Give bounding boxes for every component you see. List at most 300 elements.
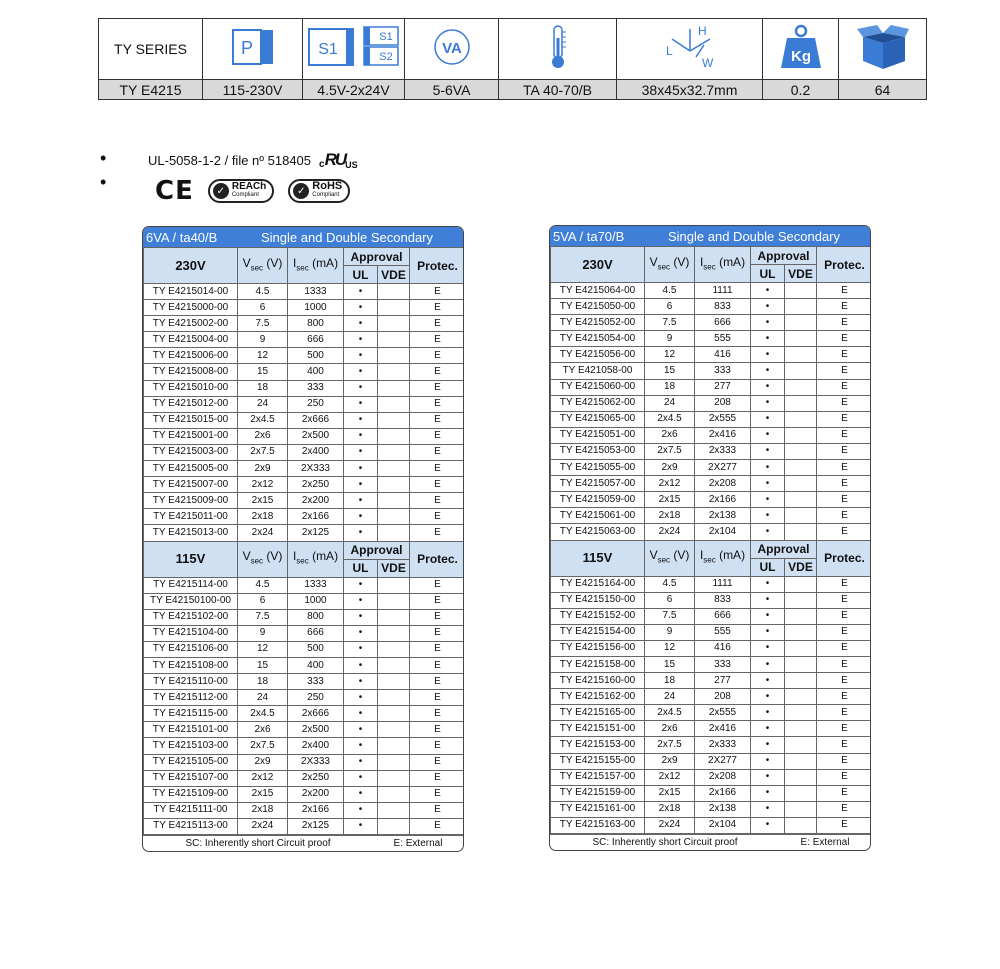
isec-value: 833	[695, 592, 751, 608]
isec-value: 2x138	[695, 508, 751, 524]
vde-approval	[785, 673, 817, 689]
ul-approval: •	[344, 770, 378, 786]
protection: E	[410, 593, 464, 609]
table-row	[551, 673, 872, 689]
vde-approval	[378, 461, 410, 477]
vsec-value: 2x6	[645, 427, 695, 443]
vsec-value: 2x12	[645, 476, 695, 492]
isec-value: 2X277	[695, 753, 751, 769]
vsec-value: 2x24	[645, 524, 695, 540]
secondary-icon-label: S1	[317, 40, 338, 58]
vde-approval	[785, 592, 817, 608]
isec-value: 2x138	[695, 801, 751, 817]
vsec-value: 12	[645, 347, 695, 363]
vde-approval	[785, 379, 817, 395]
table-row	[144, 706, 465, 722]
part-number: TY E4215010-00	[144, 380, 238, 396]
protection: E	[817, 427, 871, 443]
ul-approval: •	[751, 379, 785, 395]
table-row	[551, 817, 872, 833]
vsec-header-unit: (V)	[263, 255, 283, 270]
ul-approval: •	[751, 817, 785, 833]
table-row	[144, 316, 465, 332]
dimensions-icon	[660, 23, 720, 76]
isec-header	[288, 541, 344, 577]
vsec-value: 2x4.5	[645, 705, 695, 721]
vsec-value: 6	[238, 593, 288, 609]
table-row	[551, 363, 872, 379]
isec-header-i: I	[699, 254, 704, 269]
table-row	[551, 608, 872, 624]
product-table-body	[551, 247, 872, 834]
protection: E	[817, 817, 871, 833]
series-value-weight: 0.2	[763, 80, 839, 100]
table-row	[144, 818, 465, 834]
isec-value: 2x104	[695, 524, 751, 540]
protection: E	[817, 801, 871, 817]
vsec-header	[645, 540, 695, 576]
part-number: TY E4215104-00	[144, 625, 238, 641]
series-name: TY SERIES	[99, 19, 203, 80]
ul-approval: •	[344, 738, 378, 754]
vde-approval	[378, 284, 410, 300]
isec-value: 250	[288, 396, 344, 412]
ul-approval: •	[344, 657, 378, 673]
vsec-value: 4.5	[238, 577, 288, 593]
vsec-value: 2x18	[238, 509, 288, 525]
part-number: TY E4215009-00	[144, 493, 238, 509]
table-row	[551, 299, 872, 315]
part-number: TY E42150100-00	[144, 593, 238, 609]
vde-approval	[785, 705, 817, 721]
vsec-value: 2x18	[238, 802, 288, 818]
protection: E	[817, 721, 871, 737]
vsec-value: 18	[238, 674, 288, 690]
product-table	[550, 246, 871, 834]
ul-approval: •	[344, 412, 378, 428]
part-number: TY E4215012-00	[144, 396, 238, 412]
protection: E	[817, 331, 871, 347]
isec-value: 333	[288, 380, 344, 396]
vde-approval	[785, 721, 817, 737]
table-row	[551, 331, 872, 347]
part-number: TY E4215003-00	[144, 444, 238, 460]
isec-value: 800	[288, 609, 344, 625]
protection: E	[817, 769, 871, 785]
rohs-check-icon: ✓	[293, 183, 309, 199]
ul-approval: •	[751, 576, 785, 592]
table-row	[551, 737, 872, 753]
part-number: TY E4215061-00	[551, 508, 645, 524]
vde-approval	[785, 460, 817, 476]
isec-value: 2x125	[288, 818, 344, 834]
ul-approval: •	[751, 347, 785, 363]
isec-value: 2x555	[695, 705, 751, 721]
isec-value: 2x416	[695, 721, 751, 737]
isec-value: 333	[288, 674, 344, 690]
part-number: TY E4215007-00	[144, 477, 238, 493]
protection: E	[817, 608, 871, 624]
part-number: TY E4215004-00	[144, 332, 238, 348]
protection: E	[410, 444, 464, 460]
primary-icon-label: P	[240, 37, 253, 58]
ul-approval: •	[344, 706, 378, 722]
isec-value: 2X333	[288, 754, 344, 770]
isec-header	[288, 248, 344, 284]
part-number: TY E421058-00	[551, 363, 645, 379]
vde-approval	[785, 785, 817, 801]
vde-approval	[378, 332, 410, 348]
ul-approval: •	[751, 769, 785, 785]
ul-approval: •	[751, 640, 785, 656]
isec-value: 1333	[288, 577, 344, 593]
vsec-value: 18	[645, 379, 695, 395]
isec-value: 333	[695, 363, 751, 379]
ce-logo-icon: CE	[155, 176, 194, 206]
vsec-value: 2x12	[238, 477, 288, 493]
table-row	[144, 493, 465, 509]
protection: E	[817, 785, 871, 801]
table-row	[551, 315, 872, 331]
isec-value: 2x400	[288, 444, 344, 460]
ul-approval: •	[751, 460, 785, 476]
isec-header-i: I	[292, 549, 297, 564]
isec-header-unit: (mA)	[715, 254, 746, 269]
vde-approval	[378, 477, 410, 493]
vsec-value: 24	[645, 689, 695, 705]
protection: E	[410, 380, 464, 396]
part-number: TY E4215112-00	[144, 690, 238, 706]
part-number: TY E4215065-00	[551, 411, 645, 427]
part-number: TY E4215108-00	[144, 657, 238, 673]
part-number: TY E4215014-00	[144, 284, 238, 300]
isec-header-unit: (mA)	[308, 549, 339, 564]
part-number: TY E4215153-00	[551, 737, 645, 753]
block-header-row	[144, 541, 465, 559]
vde-approval	[378, 690, 410, 706]
vde-approval	[378, 706, 410, 722]
ul-logo-icon	[319, 150, 358, 170]
ul-approval: •	[344, 477, 378, 493]
protection: E	[410, 461, 464, 477]
vde-header: VDE	[785, 265, 817, 283]
protection: E	[410, 348, 464, 364]
ul-approval: •	[344, 284, 378, 300]
protection: E	[410, 509, 464, 525]
part-number: TY E4215052-00	[551, 315, 645, 331]
protection: E	[817, 395, 871, 411]
isec-value: 555	[695, 624, 751, 640]
isec-value: 1111	[695, 283, 751, 299]
vsec-value: 2x9	[645, 753, 695, 769]
vde-approval	[378, 509, 410, 525]
vde-approval	[378, 754, 410, 770]
series-value-primary: 115-230V	[203, 80, 303, 100]
rohs-logo-top: RoHS	[312, 180, 343, 192]
protection: E	[410, 412, 464, 428]
part-number: TY E4215059-00	[551, 492, 645, 508]
isec-value: 2x333	[695, 737, 751, 753]
vde-approval	[378, 396, 410, 412]
isec-header-unit: (mA)	[715, 548, 746, 563]
ul-approval: •	[344, 428, 378, 444]
ul-approval: •	[344, 364, 378, 380]
vsec-value: 4.5	[645, 576, 695, 592]
ul-approval: •	[344, 786, 378, 802]
isec-value: 2x500	[288, 722, 344, 738]
series-value-temperature: TA 40-70/B	[499, 80, 617, 100]
part-number: TY E4215064-00	[551, 283, 645, 299]
weight-icon-label: Kg	[790, 47, 811, 65]
vde-approval	[378, 412, 410, 428]
ul-approval: •	[751, 608, 785, 624]
isec-value: 2x555	[695, 411, 751, 427]
isec-value: 1000	[288, 593, 344, 609]
vsec-value: 2x6	[238, 428, 288, 444]
ul-approval: •	[344, 690, 378, 706]
vsec-value: 9	[238, 332, 288, 348]
footer-ext-note: E: External	[393, 838, 443, 849]
ul-approval: •	[344, 625, 378, 641]
panel-rating: 5VA / ta70/B	[553, 228, 625, 244]
part-number: TY E4215006-00	[144, 348, 238, 364]
protection: E	[410, 770, 464, 786]
block-header-row	[551, 247, 872, 265]
table-row	[551, 785, 872, 801]
part-number: TY E4215050-00	[551, 299, 645, 315]
vsec-header	[238, 248, 288, 284]
part-number: TY E4215155-00	[551, 753, 645, 769]
vsec-value: 2x15	[238, 786, 288, 802]
ul-approval: •	[751, 363, 785, 379]
vsec-header-v: V	[649, 548, 658, 563]
vsec-value: 9	[645, 624, 695, 640]
table-row	[144, 770, 465, 786]
vde-approval	[785, 656, 817, 672]
vde-approval	[378, 818, 410, 834]
vsec-value: 2x7.5	[238, 444, 288, 460]
footer-sc-note: SC: Inherently short Circuit proof	[185, 838, 331, 849]
protection: E	[410, 428, 464, 444]
ul-logo-c: c	[319, 159, 325, 170]
protection: E	[817, 476, 871, 492]
secondary-icon-s2: S2	[378, 50, 393, 63]
vde-approval	[785, 508, 817, 524]
ul-approval: •	[344, 641, 378, 657]
vsec-header-sub: sec	[250, 556, 264, 566]
table-row	[144, 609, 465, 625]
vsec-value: 6	[645, 299, 695, 315]
ul-approval: •	[344, 609, 378, 625]
ul-approval: •	[344, 802, 378, 818]
part-number: TY E4215056-00	[551, 347, 645, 363]
table-row	[551, 524, 872, 540]
series-value-box-qty: 64	[839, 80, 927, 100]
weight-icon-cell	[763, 19, 839, 80]
part-number: TY E4215063-00	[551, 524, 645, 540]
part-number: TY E4215150-00	[551, 592, 645, 608]
protection: E	[410, 625, 464, 641]
protection: E	[410, 641, 464, 657]
isec-header	[695, 540, 751, 576]
table-row	[144, 722, 465, 738]
part-number: TY E4215159-00	[551, 785, 645, 801]
isec-value: 2x416	[695, 427, 751, 443]
table-row	[144, 802, 465, 818]
part-number: TY E4215107-00	[144, 770, 238, 786]
table-row	[144, 284, 465, 300]
protection: E	[817, 315, 871, 331]
isec-value: 2x208	[695, 769, 751, 785]
isec-value: 800	[288, 316, 344, 332]
va-icon-cell	[405, 19, 499, 80]
isec-value: 2x250	[288, 477, 344, 493]
vde-header: VDE	[378, 266, 410, 284]
table-row	[144, 332, 465, 348]
table-row	[144, 657, 465, 673]
vde-approval	[785, 817, 817, 833]
table-row	[551, 656, 872, 672]
block-header-row	[551, 540, 872, 558]
vsec-header-unit: (V)	[670, 548, 690, 563]
protec-header: Protec.	[817, 247, 871, 283]
part-number: TY E4215062-00	[551, 395, 645, 411]
protection: E	[817, 705, 871, 721]
table-row	[551, 283, 872, 299]
ul-approval: •	[344, 525, 378, 541]
ul-approval: •	[344, 461, 378, 477]
vde-approval	[378, 802, 410, 818]
vsec-header-v: V	[242, 549, 251, 564]
isec-header-sub: sec	[703, 262, 716, 272]
vde-approval	[378, 641, 410, 657]
table-row	[551, 347, 872, 363]
vde-approval	[378, 364, 410, 380]
protection: E	[410, 477, 464, 493]
secondary-icon	[308, 25, 400, 74]
protection: E	[817, 411, 871, 427]
part-number: TY E4215102-00	[144, 609, 238, 625]
vde-approval	[378, 316, 410, 332]
table-row	[551, 689, 872, 705]
series-value-power: 5-6VA	[405, 80, 499, 100]
vde-approval	[378, 300, 410, 316]
rohs-logo-text	[312, 182, 342, 200]
vde-header: VDE	[785, 558, 817, 576]
reach-logo-text	[232, 182, 266, 200]
part-number: TY E4215113-00	[144, 818, 238, 834]
vsec-value: 2x9	[645, 460, 695, 476]
vsec-value: 2x9	[238, 461, 288, 477]
protection: E	[410, 300, 464, 316]
part-number: TY E4215002-00	[144, 316, 238, 332]
block-voltage: 115V	[144, 541, 238, 577]
vsec-value: 18	[645, 673, 695, 689]
ul-approval: •	[344, 300, 378, 316]
part-number: TY E4215111-00	[144, 802, 238, 818]
table-row	[144, 754, 465, 770]
isec-value: 1111	[695, 576, 751, 592]
protection: E	[410, 284, 464, 300]
ul-cert-line	[148, 150, 358, 170]
table-row	[551, 443, 872, 459]
secondary-icon-cell	[303, 19, 405, 80]
bullet-logos: •	[100, 172, 107, 192]
thermometer-icon-cell	[499, 19, 617, 80]
table-row	[144, 690, 465, 706]
vsec-value: 12	[645, 640, 695, 656]
part-number: TY E4215000-00	[144, 300, 238, 316]
box-icon-cell	[839, 19, 927, 80]
vde-approval	[378, 593, 410, 609]
table-row	[551, 379, 872, 395]
isec-value: 2x166	[695, 785, 751, 801]
part-number: TY E4215060-00	[551, 379, 645, 395]
ul-approval: •	[344, 348, 378, 364]
isec-value: 2x666	[288, 706, 344, 722]
part-number: TY E4215057-00	[551, 476, 645, 492]
vde-approval	[378, 428, 410, 444]
vde-approval	[378, 770, 410, 786]
vde-approval	[378, 577, 410, 593]
ul-approval: •	[344, 577, 378, 593]
part-number: TY E4215165-00	[551, 705, 645, 721]
part-number: TY E4215110-00	[144, 674, 238, 690]
isec-value: 277	[695, 673, 751, 689]
protection: E	[410, 738, 464, 754]
vde-approval	[378, 380, 410, 396]
product-panel-5va	[549, 225, 871, 851]
table-row	[144, 477, 465, 493]
ul-approval: •	[344, 444, 378, 460]
panel-footer	[143, 835, 463, 851]
isec-header-unit: (mA)	[308, 255, 339, 270]
table-row	[551, 460, 872, 476]
block-voltage: 230V	[144, 248, 238, 284]
protection: E	[817, 624, 871, 640]
protec-header: Protec.	[410, 541, 464, 577]
protection: E	[817, 492, 871, 508]
table-row	[144, 364, 465, 380]
ul-approval: •	[751, 689, 785, 705]
part-number: TY E4215005-00	[144, 461, 238, 477]
part-number: TY E4215109-00	[144, 786, 238, 802]
vde-approval	[785, 443, 817, 459]
ul-approval: •	[751, 656, 785, 672]
isec-header-sub: sec	[296, 556, 309, 566]
isec-value: 208	[695, 689, 751, 705]
reach-check-icon: ✓	[213, 183, 229, 199]
ul-approval: •	[344, 722, 378, 738]
protection: E	[410, 674, 464, 690]
vsec-value: 2x4.5	[238, 706, 288, 722]
protection: E	[817, 379, 871, 395]
part-number: TY E4215151-00	[551, 721, 645, 737]
vde-approval	[785, 640, 817, 656]
isec-value: 2x200	[288, 786, 344, 802]
table-row	[144, 641, 465, 657]
panel-footer	[550, 834, 870, 850]
part-number: TY E4215164-00	[551, 576, 645, 592]
part-number: TY E4215163-00	[551, 817, 645, 833]
vsec-value: 2x24	[238, 525, 288, 541]
vsec-value: 4.5	[238, 284, 288, 300]
vsec-value: 2x12	[645, 769, 695, 785]
series-values-row	[99, 80, 927, 100]
series-table	[98, 18, 927, 100]
protection: E	[410, 657, 464, 673]
vsec-value: 2x24	[645, 817, 695, 833]
